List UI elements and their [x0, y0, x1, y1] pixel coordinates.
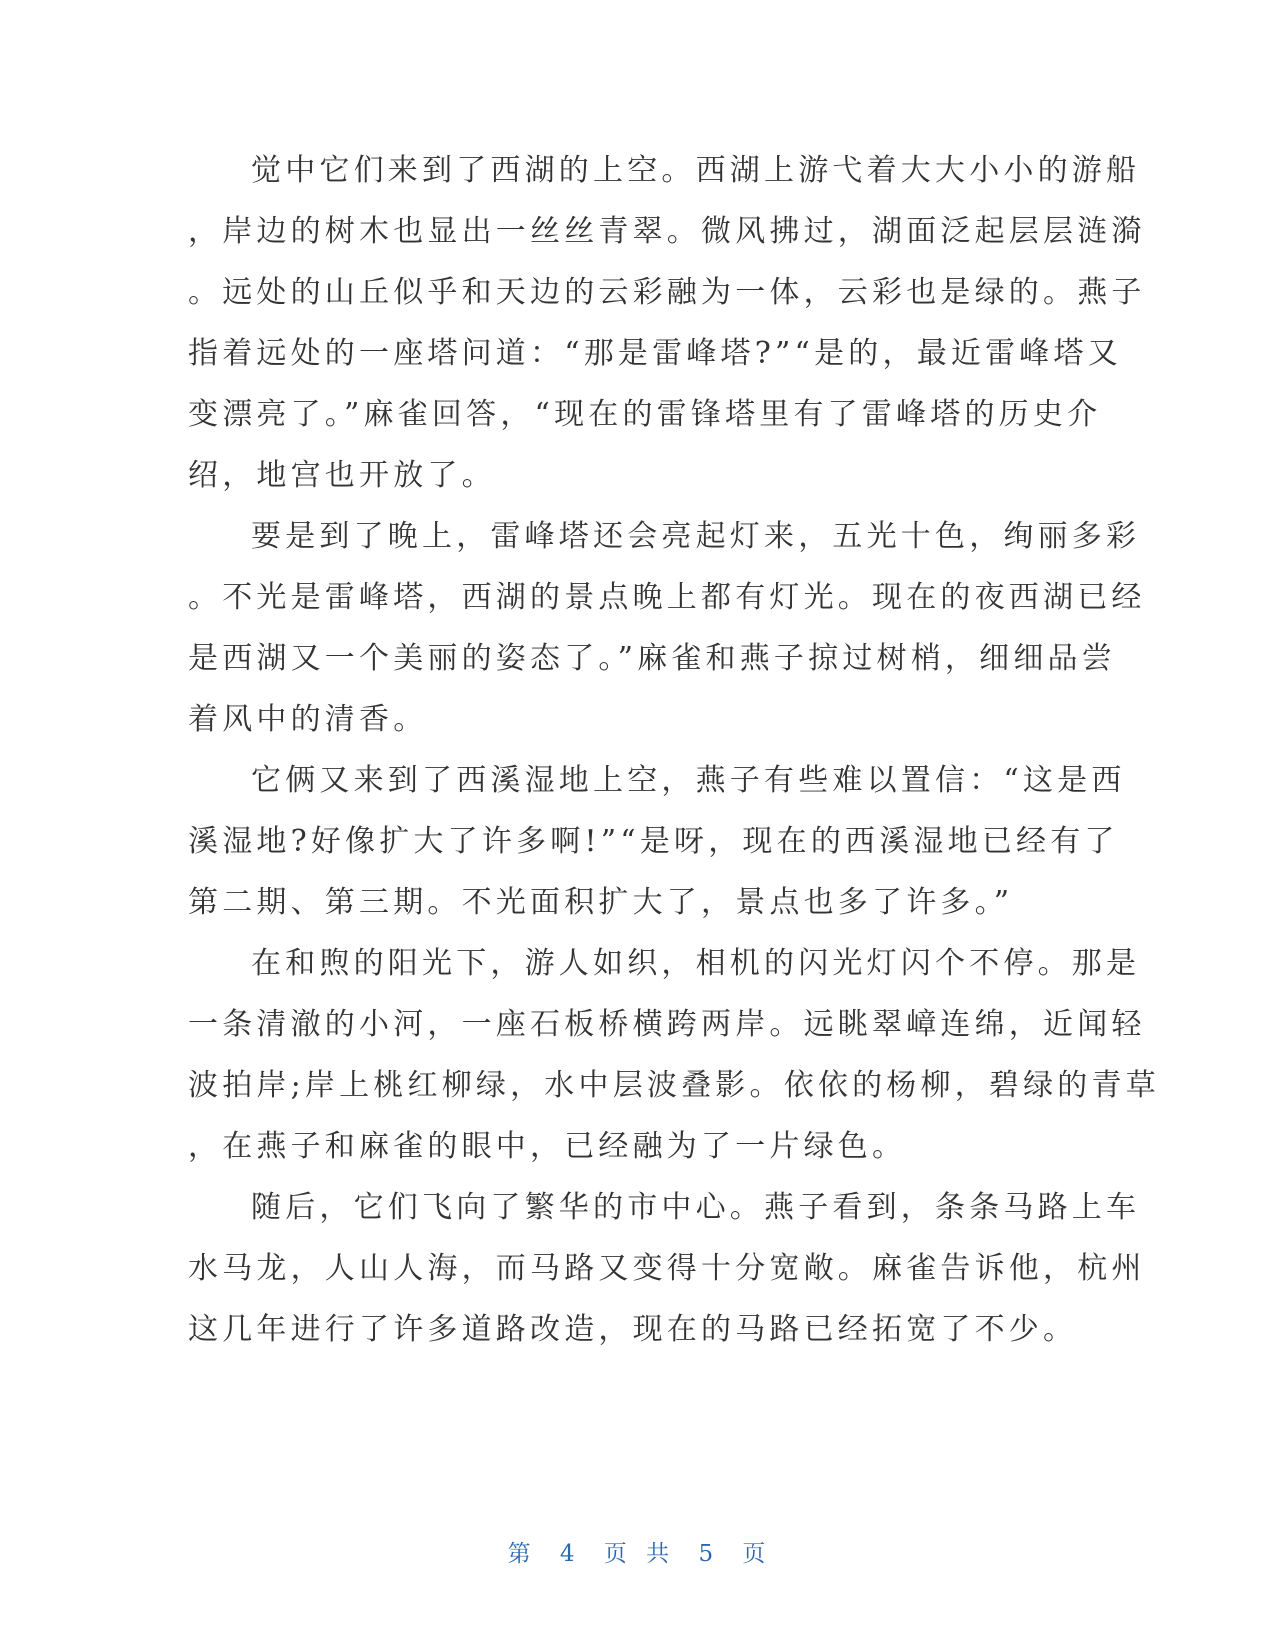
text-line: 指着远处的一座塔问道：“那是雷峰塔?”“是的，最近雷峰塔又 — [188, 336, 1122, 371]
text-line: 是西湖又一个美丽的姿态了。”麻雀和燕子掠过树梢，细细品尝 — [188, 641, 1116, 676]
text-line: 波拍岸;岸上桃红柳绿，水中层波叠影。依依的杨柳，碧绿的青草 — [188, 1068, 1160, 1103]
footer-middle: 页 共 — [603, 1541, 672, 1567]
text-line: 随后，它们飞向了繁华的市中心。燕子看到，条条马路上车 — [251, 1190, 1141, 1225]
text-line: 溪湿地?好像扩大了许多啊!”“是呀，现在的西溪湿地已经有了 — [188, 824, 1119, 859]
text-line: 绍，地宫也开放了。 — [188, 458, 496, 493]
page-footer — [0, 1535, 1275, 1568]
text-line: 这几年进行了许多道路改造，现在的马路已经拓宽了不少。 — [188, 1312, 1078, 1347]
footer-prefix: 第 — [507, 1541, 533, 1567]
text-line: 着风中的清香。 — [188, 702, 428, 737]
body-text — [188, 140, 1160, 1360]
text-line: 。不光是雷峰塔，西湖的景点晚上都有灯光。现在的夜西湖已经 — [188, 580, 1146, 615]
text-line: ，在燕子和麻雀的眼中，已经融为了一片绿色。 — [188, 1129, 907, 1164]
text-line: 变漂亮了。”麻雀回答，“现在的雷锋塔里有了雷峰塔的历史介 — [188, 397, 1102, 432]
text-line: 在和煦的阳光下，游人如织，相机的闪光灯闪个不停。那是 — [251, 946, 1141, 981]
text-line: 第二期、第三期。不光面积扩大了，景点也多了许多。” — [188, 885, 1014, 920]
current-page-number: 4 — [559, 1541, 577, 1567]
text-line: 一条清澈的小河，一座石板桥横跨两岸。远眺翠嶂连绵，近闻轻 — [188, 1007, 1146, 1042]
text-line: 要是到了晚上，雷峰塔还会亮起灯来，五光十色，绚丽多彩 — [251, 519, 1141, 554]
text-line: 。远处的山丘似乎和天边的云彩融为一体，云彩也是绿的。燕子 — [188, 275, 1146, 310]
footer-suffix: 页 — [742, 1541, 768, 1567]
text-line: 觉中它们来到了西湖的上空。西湖上游弋着大大小小的游船 — [251, 153, 1141, 188]
text-line: ，岸边的树木也显出一丝丝青翠。微风拂过，湖面泛起层层涟漪 — [188, 214, 1146, 249]
text-line: 它俩又来到了西溪湿地上空，燕子有些难以置信：“这是西 — [251, 763, 1126, 798]
text-line: 水马龙，人山人海，而马路又变得十分宽敞。麻雀告诉他，杭州 — [188, 1251, 1146, 1286]
total-pages-number: 5 — [698, 1541, 716, 1567]
